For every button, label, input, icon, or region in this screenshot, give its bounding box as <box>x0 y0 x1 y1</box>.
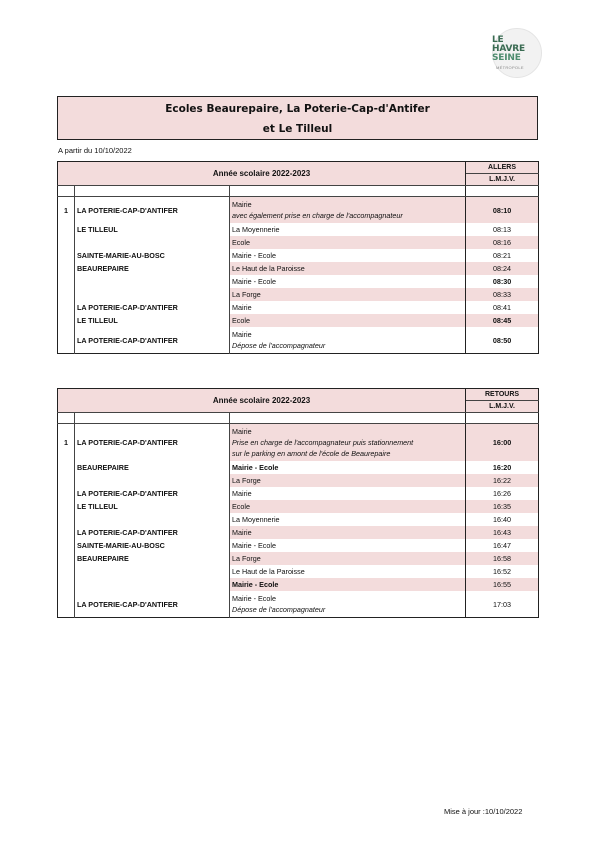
town-name: BEAUREPAIRE <box>75 461 230 474</box>
departure-time: 08:21 <box>493 251 512 260</box>
allers-header-row <box>58 162 539 174</box>
table-row <box>58 552 539 565</box>
table-row <box>58 314 539 327</box>
row-number <box>58 223 75 236</box>
departure-time: 16:52 <box>493 567 512 576</box>
stop-name <box>230 565 466 578</box>
table-row <box>58 301 539 314</box>
title-line-2: et Le Tilleul <box>262 123 333 135</box>
town-name: SAINTE-MARIE-AU-BOSC <box>75 539 230 552</box>
departure-time: 16:22 <box>466 474 539 487</box>
town-name <box>75 474 230 487</box>
row-number <box>58 288 75 301</box>
town-name: LE TILLEUL <box>75 314 230 327</box>
stop-name <box>230 197 466 224</box>
town-name: LA POTERIE-CAP-D'ANTIFER <box>75 591 230 618</box>
stop-note: avec également prise en charge de l'accompagnateur <box>232 211 403 220</box>
departure-time: 16:58 <box>466 552 539 565</box>
retours-direction-header: RETOURS <box>466 389 539 401</box>
stop-label: Mairie - Ecole <box>232 463 279 472</box>
table-row <box>58 223 539 236</box>
row-number <box>58 578 75 591</box>
stop-label: Mairie - Ecole <box>232 594 276 603</box>
town-name: LA POTERIE-CAP-D'ANTIFER <box>75 424 230 462</box>
stop-label: Mairie <box>232 330 252 339</box>
stop-label: Mairie - Ecole <box>232 541 276 550</box>
stop-note: sur le parking en amont de l'école de Beaurepaire <box>232 449 391 458</box>
town-name: LA POTERIE-CAP-D'ANTIFER <box>75 327 230 354</box>
stop-name <box>230 500 466 513</box>
stop-label: Mairie <box>232 528 252 537</box>
row-number <box>58 513 75 526</box>
town-name: LA POTERIE-CAP-D'ANTIFER <box>75 526 230 539</box>
town-name: LE TILLEUL <box>75 223 230 236</box>
stop-name <box>230 578 466 591</box>
stop-note: Dépose de l'accompagnateur <box>232 341 326 350</box>
stop-name <box>230 526 466 539</box>
row-number <box>58 500 75 513</box>
row-number: 1 <box>58 197 75 224</box>
stop-label: Mairie <box>232 303 252 312</box>
stop-note: Prise en charge de l'accompagnateur puis stationnement <box>232 438 414 447</box>
stop-name <box>230 424 466 462</box>
logo-text-metropole: MÉTROPOLE <box>496 65 524 70</box>
row-number <box>58 539 75 552</box>
table-row <box>58 526 539 539</box>
retours-spacer-row <box>58 413 539 424</box>
stop-name <box>230 474 466 487</box>
table-row <box>58 249 539 262</box>
departure-time: 16:26 <box>493 489 512 498</box>
table-row <box>58 474 539 487</box>
town-name: BEAUREPAIRE <box>75 262 230 275</box>
stop-label: Le Haut de la Paroisse <box>232 567 305 576</box>
stop-label: La Forge <box>232 554 261 563</box>
stop-label: Mairie - Ecole <box>232 277 276 286</box>
stop-name <box>230 288 466 301</box>
table-row <box>58 578 539 591</box>
table-row <box>58 262 539 275</box>
logo-text-havre: HAVRE <box>492 44 525 54</box>
retours-header-row <box>58 389 539 401</box>
row-number <box>58 301 75 314</box>
table-row <box>58 539 539 552</box>
stop-name <box>230 487 466 500</box>
last-update-note: Mise à jour :10/10/2022 <box>444 807 523 816</box>
departure-time: 08:10 <box>466 197 539 224</box>
stop-label: Ecole <box>232 316 250 325</box>
retours-schedule-table <box>57 388 539 618</box>
stop-label: La Forge <box>232 290 261 299</box>
stop-label: La Forge <box>232 476 261 485</box>
row-number <box>58 487 75 500</box>
town-name: LA POTERIE-CAP-D'ANTIFER <box>75 197 230 224</box>
row-number: 1 <box>58 424 75 462</box>
stop-name <box>230 539 466 552</box>
town-name <box>75 565 230 578</box>
retours-rows <box>58 424 539 618</box>
departure-time: 08:24 <box>466 262 539 275</box>
town-name <box>75 578 230 591</box>
departure-time: 16:47 <box>493 541 512 550</box>
effective-date-note: A partir du 10/10/2022 <box>58 146 132 155</box>
town-name <box>75 275 230 288</box>
stop-name <box>230 461 466 474</box>
row-number <box>58 275 75 288</box>
town-name: SAINTE-MARIE-AU-BOSC <box>75 249 230 262</box>
departure-time: 16:40 <box>493 515 512 524</box>
stop-name <box>230 275 466 288</box>
departure-time: 08:45 <box>466 314 539 327</box>
stop-note: Dépose de l'accompagnateur <box>232 605 326 614</box>
table-row <box>58 327 539 354</box>
row-number <box>58 591 75 618</box>
stop-label: Mairie - Ecole <box>232 251 276 260</box>
stop-name <box>230 591 466 618</box>
stop-name <box>230 262 466 275</box>
departure-time: 08:13 <box>493 225 512 234</box>
table-row <box>58 461 539 474</box>
stop-name <box>230 249 466 262</box>
stop-label: Mairie <box>232 200 252 209</box>
departure-time: 16:20 <box>492 463 512 472</box>
table-row <box>58 197 539 224</box>
departure-time: 16:43 <box>466 526 539 539</box>
stop-name <box>230 513 466 526</box>
table-row <box>58 500 539 513</box>
stop-label: Mairie <box>232 427 252 436</box>
departure-time: 08:16 <box>466 236 539 249</box>
row-number <box>58 236 75 249</box>
retours-days-header: L.M.J.V. <box>466 401 539 413</box>
table-row <box>58 591 539 618</box>
logo-text-seine: SEINE <box>492 53 521 63</box>
row-number <box>58 327 75 354</box>
row-number <box>58 314 75 327</box>
stop-name <box>230 327 466 354</box>
le-havre-seine-logo <box>484 28 544 82</box>
row-number <box>58 461 75 474</box>
departure-time: 16:00 <box>466 424 539 462</box>
stop-label: Ecole <box>232 238 250 247</box>
stop-label: Mairie <box>232 489 252 498</box>
departure-time: 08:33 <box>466 288 539 301</box>
row-number <box>58 526 75 539</box>
stop-name <box>230 552 466 565</box>
title-line-1: Ecoles Beaurepaire, La Poterie-Cap-d'Antifer <box>165 103 430 115</box>
departure-time: 16:35 <box>466 500 539 513</box>
stop-label: Le Haut de la Paroisse <box>232 264 305 273</box>
table-row <box>58 513 539 526</box>
stop-label: Ecole <box>232 502 250 511</box>
table-row <box>58 565 539 578</box>
allers-rows <box>58 197 539 354</box>
document-title <box>57 96 538 140</box>
retours-school-year-header: Année scolaire 2022-2023 <box>58 389 466 413</box>
stop-name <box>230 314 466 327</box>
row-number <box>58 249 75 262</box>
departure-time: 08:50 <box>492 335 512 345</box>
stop-name <box>230 223 466 236</box>
departure-time: 17:03 <box>493 599 512 609</box>
town-name: BEAUREPAIRE <box>75 552 230 565</box>
allers-school-year-header: Année scolaire 2022-2023 <box>58 162 466 186</box>
logo-text-le: LE <box>492 35 504 45</box>
departure-time: 08:41 <box>493 303 512 312</box>
table-row <box>58 236 539 249</box>
allers-direction-header: ALLERS <box>466 162 539 174</box>
departure-time: 08:30 <box>492 277 512 286</box>
allers-days-header: L.M.J.V. <box>466 174 539 186</box>
stop-label: Mairie - Ecole <box>232 580 279 589</box>
stop-name <box>230 301 466 314</box>
town-name: LA POTERIE-CAP-D'ANTIFER <box>75 301 230 314</box>
allers-schedule-table <box>57 161 539 354</box>
row-number <box>58 474 75 487</box>
stop-label: La Moyennerie <box>232 225 280 234</box>
town-name <box>75 288 230 301</box>
table-row <box>58 275 539 288</box>
town-name <box>75 513 230 526</box>
table-row <box>58 424 539 462</box>
town-name <box>75 236 230 249</box>
row-number <box>58 262 75 275</box>
stop-label: La Moyennerie <box>232 515 280 524</box>
row-number <box>58 552 75 565</box>
town-name: LE TILLEUL <box>75 500 230 513</box>
table-row <box>58 487 539 500</box>
row-number <box>58 565 75 578</box>
departure-time: 16:55 <box>466 578 539 591</box>
stop-name <box>230 236 466 249</box>
town-name: LA POTERIE-CAP-D'ANTIFER <box>75 487 230 500</box>
allers-spacer-row <box>58 186 539 197</box>
table-row <box>58 288 539 301</box>
